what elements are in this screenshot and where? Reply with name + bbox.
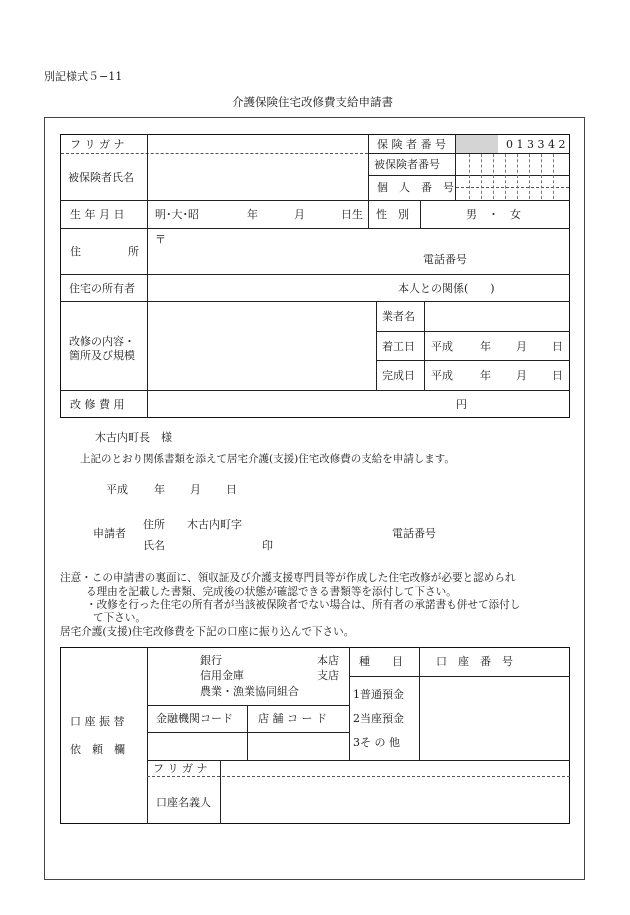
personal-no-input[interactable] [457, 177, 569, 199]
insured-no-input[interactable] [457, 155, 569, 174]
applicant-label: 申請者 [93, 527, 126, 540]
birth-label: 生 年 月 日 [70, 208, 125, 221]
sex-label: 性 別 [376, 208, 409, 221]
applicant-name-label: 氏名 [143, 539, 165, 552]
start-era: 平成 [431, 340, 453, 353]
account-type-3[interactable]: 3そ の 他 [353, 736, 400, 749]
head-office-label: 本店 [317, 654, 339, 667]
account-no-input[interactable] [422, 679, 568, 758]
end-year: 年 [480, 369, 491, 382]
application-statement: 上記のとおり関係書類を添えて居宅介護(支援)住宅改修費の支給を申請します。 [80, 453, 455, 465]
cost-input[interactable] [150, 393, 450, 415]
end-date-label: 完成日 [382, 369, 415, 382]
end-day: 日 [552, 369, 563, 382]
branch-label: 支店 [317, 669, 339, 682]
insurer-shaded-cell [456, 135, 498, 153]
note-line-2: る理由を記載した書類、完成後の状態が確認できる書類等を添付して下さい。 [86, 586, 457, 598]
applicant-phone-input[interactable] [445, 524, 565, 541]
address-label-2: 所 [128, 245, 139, 258]
furigana-label: フ リ ガ ナ [70, 138, 125, 151]
birth-era: 明･大･昭 [155, 208, 199, 221]
branch-code-label: 店 舗 コ ー ド [258, 712, 327, 725]
birth-day: 日生 [341, 208, 363, 221]
holder-furigana-label: フ リ ガ ナ [153, 762, 208, 775]
end-era: 平成 [431, 369, 453, 382]
application-date-day: 日 [226, 483, 237, 496]
form-title: 介護保険住宅改修費支給申請書 [232, 95, 393, 109]
owner-input[interactable] [150, 277, 390, 299]
contractor-input[interactable] [427, 304, 567, 329]
form-code: 別記様式５−11 [44, 70, 123, 83]
inst-code-input[interactable] [150, 735, 245, 758]
account-no-label: 口 座 番 号 [436, 655, 513, 668]
application-date-year: 年 [154, 483, 165, 496]
note-line-3: ・改修を行った住宅の所有者が当該被保険者でない場合は、所有者の承諾書も併せて添付し [86, 599, 521, 611]
insured-name-label: 被保険者氏名 [68, 171, 134, 184]
renovation-label-1: 改修の内容・ [69, 335, 135, 348]
insurer-no-value: 0 1 3 3 4 2 [506, 138, 566, 151]
furigana-input[interactable] [150, 136, 365, 152]
applicant-address-label: 住所 [143, 518, 165, 531]
addressee: 木古内町長 様 [95, 431, 172, 444]
owner-relation: 本人との関係( ) [398, 282, 495, 295]
note-line-1: 注意・この申請書の裏面に、領収証及び介護支援専門員等が作成した住宅改修が必要と認められ [60, 572, 516, 584]
birth-year: 年 [247, 208, 258, 221]
personal-no-label: 個 人 番 号 [377, 181, 454, 194]
application-date-month: 月 [190, 483, 201, 496]
renovation-label-2: 箇所及び規模 [69, 349, 135, 362]
note-line-4: て下さい。 [93, 612, 146, 624]
application-date-era: 平成 [106, 483, 128, 496]
birth-month: 月 [294, 208, 305, 221]
contractor-label: 業者名 [382, 310, 415, 323]
start-month: 月 [516, 340, 527, 353]
bank-label-1: 口 座 振 替 [70, 715, 125, 728]
insured-no-label: 被保険者番号 [374, 158, 440, 171]
address-label-1: 住 [70, 245, 81, 258]
insurer-no-label: 保 険 者 番 号 [377, 138, 446, 151]
address-input[interactable] [170, 231, 410, 271]
bank-option-credit: 信用金庫 [200, 669, 244, 682]
holder-name-label: 口座名義人 [156, 796, 211, 809]
bank-option-bank: 銀行 [200, 654, 222, 667]
applicant-address-value: 木古内町字 [187, 518, 242, 531]
account-type-label: 種 目 [359, 655, 403, 668]
end-month: 月 [516, 369, 527, 382]
inst-code-label: 金融機関コード [156, 712, 233, 725]
bank-label-2: 依 頼 欄 [70, 743, 125, 756]
address-phone-label: 電話番号 [423, 253, 467, 266]
transfer-instruction: 居宅介護(支援)住宅改修費を下記の口座に振り込んで下さい。 [60, 626, 355, 638]
sex-options[interactable]: 男 ・ 女 [466, 208, 521, 221]
cost-unit: 円 [456, 398, 467, 411]
owner-label: 住宅の所有者 [69, 282, 135, 295]
insured-name-input[interactable] [150, 156, 365, 198]
applicant-address-input[interactable] [245, 515, 385, 532]
start-day: 日 [552, 340, 563, 353]
start-date-label: 着工日 [382, 340, 415, 353]
postal-mark: 〒 [155, 233, 166, 246]
bank-option-agri: 農業・漁業協同組合 [200, 685, 299, 698]
applicant-name-input[interactable] [170, 536, 258, 553]
start-year: 年 [480, 340, 491, 353]
cost-label: 改 修 費 用 [70, 398, 125, 411]
seal-mark: 印 [262, 539, 273, 552]
applicant-phone-label: 電話番号 [392, 527, 436, 540]
branch-code-input[interactable] [250, 735, 347, 758]
holder-furigana-input[interactable] [223, 762, 568, 775]
account-type-1[interactable]: 1普通預金 [353, 688, 404, 701]
renovation-input[interactable] [150, 304, 372, 388]
account-type-2[interactable]: 2当座預金 [353, 712, 404, 725]
holder-name-input[interactable] [223, 779, 568, 822]
